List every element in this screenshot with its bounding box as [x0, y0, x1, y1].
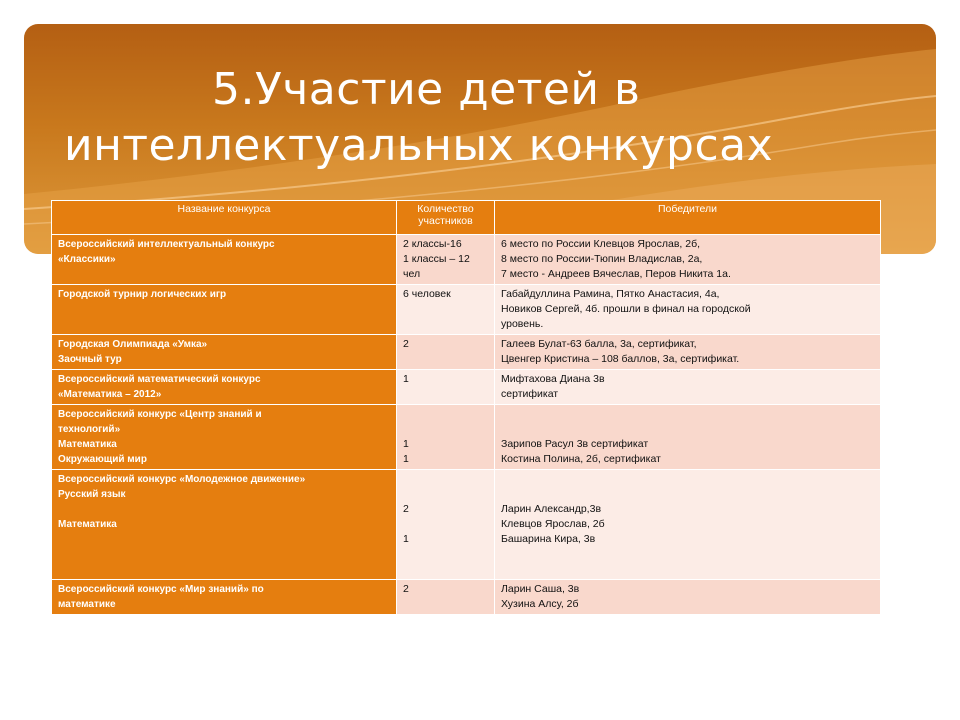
column-header-winners: Победители — [495, 201, 881, 235]
contest-name-cell — [52, 405, 397, 470]
cell-text-line: Окружающий мир — [58, 454, 147, 465]
cell-text-line: Башарина Кира, 3в — [501, 533, 596, 545]
contest-name-cell — [52, 580, 397, 615]
cell-text-line: 2 классы-16 — [403, 238, 462, 250]
cell-text-line — [501, 487, 874, 502]
table-row — [52, 370, 881, 405]
cell-text-line: Мифтахова Диана 3в — [501, 373, 605, 385]
cell-text-line — [58, 502, 390, 517]
participants-count-cell — [397, 370, 495, 405]
cell-text-line — [403, 547, 488, 562]
cell-text-line: 7 место - Андреев Вячеслав, Перов Никита 1а. — [501, 268, 731, 280]
cell-text-line — [403, 517, 488, 532]
cell-text-line: Галеев Булат-63 балла, 3а, сертификат, — [501, 338, 697, 350]
cell-text-line: 1 — [403, 453, 409, 465]
cell-text-line: Математика — [58, 519, 117, 530]
table-row — [52, 335, 881, 370]
cell-text-line — [403, 472, 488, 487]
cell-text-line: технологий» — [58, 424, 121, 435]
cell-text-line: Хузина Алсу, 2б — [501, 598, 579, 610]
contest-name-cell — [52, 370, 397, 405]
cell-text-line: Клевцов Ярослав, 2б — [501, 518, 605, 530]
cell-text-line: Городской турнир логических игр — [58, 289, 227, 300]
slide-title-line-1: 5.Участие детей в — [212, 64, 641, 115]
cell-text-line — [501, 472, 874, 487]
cell-text-line: 2 — [403, 583, 409, 595]
cell-text-line: Всероссийский математический конкурс — [58, 374, 261, 385]
participants-count-cell — [397, 285, 495, 335]
winners-cell — [495, 580, 881, 615]
cell-text-line — [403, 562, 488, 577]
cell-text-line: 1 — [403, 533, 409, 545]
cell-text-line: Ларин Александр,3в — [501, 503, 602, 515]
contest-name-cell — [52, 285, 397, 335]
cell-text-line — [403, 407, 488, 422]
cell-text-line: Габайдуллина Рамина, Пятко Анастасия, 4а, — [501, 288, 720, 300]
table-row — [52, 235, 881, 285]
cell-text-line: 6 человек — [403, 288, 451, 300]
contests-table — [51, 200, 881, 615]
cell-text-line: уровень. — [501, 318, 544, 330]
cell-text-line — [403, 422, 488, 437]
cell-text-line: Всероссийский интеллектуальный конкурс — [58, 239, 275, 250]
contest-name-cell — [52, 470, 397, 580]
cell-text-line: Костина Полина, 2б, сертификат — [501, 453, 661, 465]
cell-text-line: 6 место по России Клевцов Ярослав, 2б, — [501, 238, 701, 250]
cell-text-line: Ларин Саша, 3в — [501, 583, 580, 595]
cell-text-line: Цвенгер Кристина – 108 баллов, 3а, сертификат. — [501, 353, 740, 365]
winners-cell — [495, 370, 881, 405]
winners-cell — [495, 405, 881, 470]
cell-text-line — [501, 562, 874, 577]
cell-text-line: Городская Олимпиада «Умка» — [58, 339, 208, 350]
cell-text-line: Зарипов Расул 3в сертификат — [501, 438, 649, 450]
participants-count-cell — [397, 580, 495, 615]
slide-title-line-2: интеллектуальных конкурсах — [64, 120, 774, 171]
winners-cell — [495, 335, 881, 370]
cell-text-line: Всероссийский конкурс «Молодежное движение» — [58, 474, 306, 485]
cell-text-line — [501, 547, 874, 562]
cell-text-line: сертификат — [501, 388, 559, 400]
table-row — [52, 580, 881, 615]
table-header-row — [52, 201, 881, 235]
cell-text-line: 1 — [403, 373, 409, 385]
cell-text-line: чел — [403, 268, 421, 280]
cell-text-line: Новиков Сергей, 4б. прошли в финал на городской — [501, 303, 751, 315]
cell-text-line: Русский язык — [58, 489, 126, 500]
winners-cell — [495, 285, 881, 335]
table-row — [52, 470, 881, 580]
cell-text-line — [501, 407, 874, 422]
winners-cell — [495, 235, 881, 285]
cell-text-line: Всероссийский конкурс «Центр знаний и — [58, 409, 262, 420]
cell-text-line — [58, 562, 390, 577]
table-row — [52, 285, 881, 335]
participants-count-cell — [397, 335, 495, 370]
cell-text-line — [403, 487, 488, 502]
cell-text-line: математике — [58, 599, 116, 610]
table-row — [52, 405, 881, 470]
participants-count-cell — [397, 235, 495, 285]
cell-text-line — [58, 532, 390, 547]
participants-count-cell — [397, 470, 495, 580]
cell-text-line: Математика — [58, 439, 117, 450]
cell-text-line: «Математика – 2012» — [58, 389, 162, 400]
cell-text-line: Всероссийский конкурс «Мир знаний» по — [58, 584, 264, 595]
cell-text-line: «Классики» — [58, 254, 116, 265]
column-header-participants-count: Количество участников — [397, 201, 495, 235]
cell-text-line: 2 — [403, 338, 409, 350]
contest-name-cell — [52, 235, 397, 285]
contest-name-cell — [52, 335, 397, 370]
participants-count-cell — [397, 405, 495, 470]
winners-cell — [495, 470, 881, 580]
cell-text-line: 2 — [403, 503, 409, 515]
cell-text-line: 1 — [403, 438, 409, 450]
column-header-contest-name: Название конкурса — [52, 201, 397, 235]
slide-title — [64, 62, 884, 174]
cell-text-line: 8 место по России-Тюпин Владислав, 2а, — [501, 253, 703, 265]
cell-text-line — [58, 547, 390, 562]
cell-text-line: 1 классы – 12 — [403, 253, 470, 265]
cell-text-line: Заочный тур — [58, 354, 122, 365]
cell-text-line — [501, 422, 874, 437]
